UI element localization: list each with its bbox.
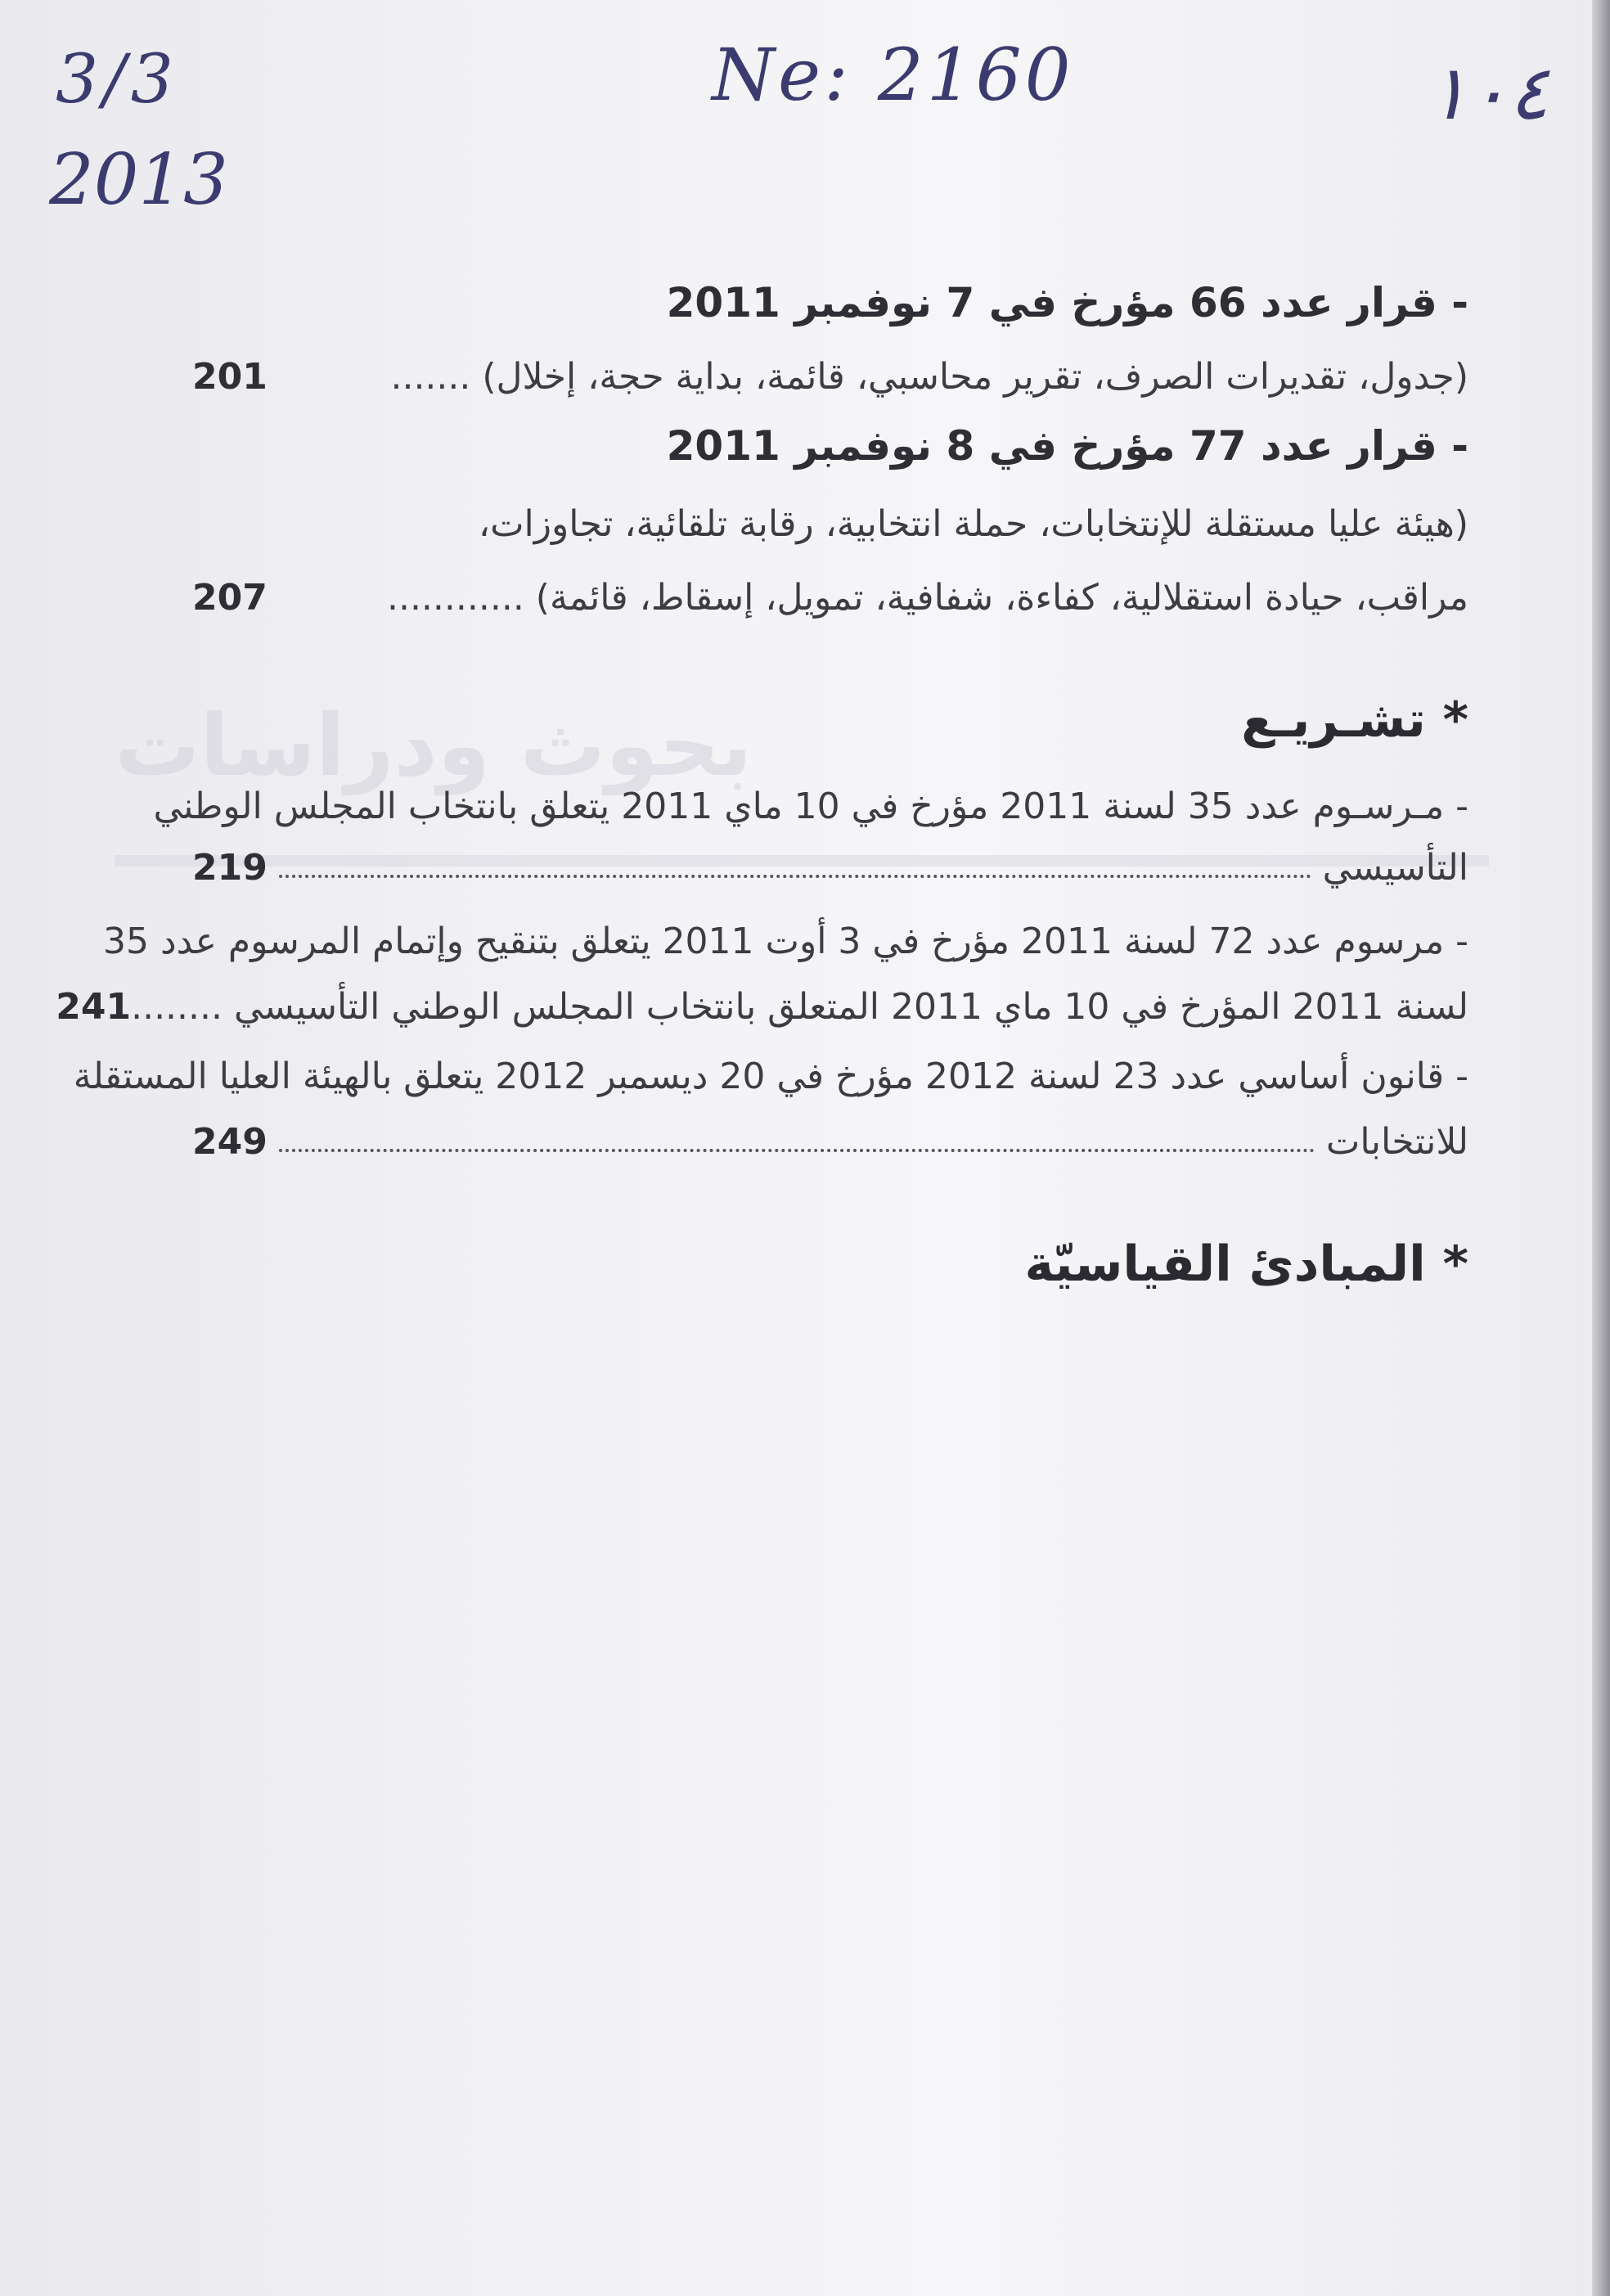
decision-77-page: 207 (192, 576, 268, 619)
decision-66-keywords: (جدول، تقديرات الصرف، تقرير محاسبي، قائمة، بداية حجة، إخلال) ....... (390, 355, 1468, 398)
legislation-heading: * تشـريـع (1241, 691, 1468, 749)
decision-77-keywords-1: (هيئة عليا مستقلة للإنتخابات، حملة انتخابية، رقابة تلقائية، تجاوزات، (478, 502, 1468, 545)
watermark: بحوث ودراسات (115, 696, 753, 795)
principles-heading-row (192, 1231, 1468, 1297)
legislation-entry-2-continuation: لسنة 2011 المؤرخ في 10 ماي 2011 المتعلق بانتخاب المجلس الوطني التأسيسي ........ (131, 985, 1468, 1028)
dot-leader (279, 857, 1311, 878)
dot-leader (279, 1131, 1315, 1152)
decision-77-title: - قرار عدد 77 مؤرخ في 8 نوفمبر 2011 (666, 422, 1468, 470)
decision-66-page: 201 (192, 355, 268, 398)
legislation-entry-3-page: 249 (192, 1120, 268, 1163)
legislation-entry-2-line-2 (56, 974, 1468, 1039)
legislation-entry-2-text: - مرسوم عدد 72 لسنة 2011 مؤرخ في 3 أوت 2011 يتعلق بتنقيح وإتمام المرسوم عدد 35 (102, 920, 1468, 962)
handwritten-fraction: 3/3 (56, 41, 178, 119)
handwritten-code: ١٠٤ (1428, 49, 1549, 137)
legislation-entry-1-continuation: التأسيسي (1322, 846, 1468, 889)
principles-heading: * المبادئ القياسيّة (1024, 1236, 1468, 1293)
legislation-entry-2-line-1 (102, 908, 1468, 974)
legislation-entry-1-line-1 (153, 773, 1468, 839)
decision-77-keywords-2: مراقب، حيادة استقلالية، كفاءة، شفافية، تمويل، إسقاط، قائمة) ............ (386, 576, 1468, 619)
legislation-entry-3-line-1 (73, 1043, 1468, 1109)
legislation-entry-1-text: - مـرسـوم عدد 35 لسنة 2011 مؤرخ في 10 ماي 2011 يتعلق بانتخاب المجلس الوطني (153, 785, 1468, 827)
handwritten-reference: Ne: 2160 (712, 33, 1074, 117)
legislation-entry-3-continuation: للانتخابات (1325, 1120, 1468, 1163)
decision-66-title-row (192, 270, 1468, 335)
decision-77-entry-row-1 (192, 491, 1468, 556)
legislation-entry-3-text: - قانون أساسي عدد 23 لسنة 2012 مؤرخ في 20 ديسمبر 2012 يتعلق بالهيئة العليا المستقلة (73, 1055, 1468, 1097)
legislation-entry-3-line-2 (192, 1109, 1468, 1174)
decision-66-entry-row (192, 344, 1468, 409)
legislation-entry-2-page: 241 (56, 985, 132, 1028)
decision-77-entry-row-2 (192, 565, 1468, 630)
decision-66-title: - قرار عدد 66 مؤرخ في 7 نوفمبر 2011 (666, 279, 1468, 326)
handwritten-year: 2013 (49, 139, 228, 221)
legislation-heading-row (192, 687, 1468, 753)
legislation-entry-1-line-2 (192, 835, 1468, 900)
page-edge (1592, 0, 1610, 2296)
legislation-entry-1-page: 219 (192, 846, 268, 889)
decision-77-title-row (192, 413, 1468, 479)
